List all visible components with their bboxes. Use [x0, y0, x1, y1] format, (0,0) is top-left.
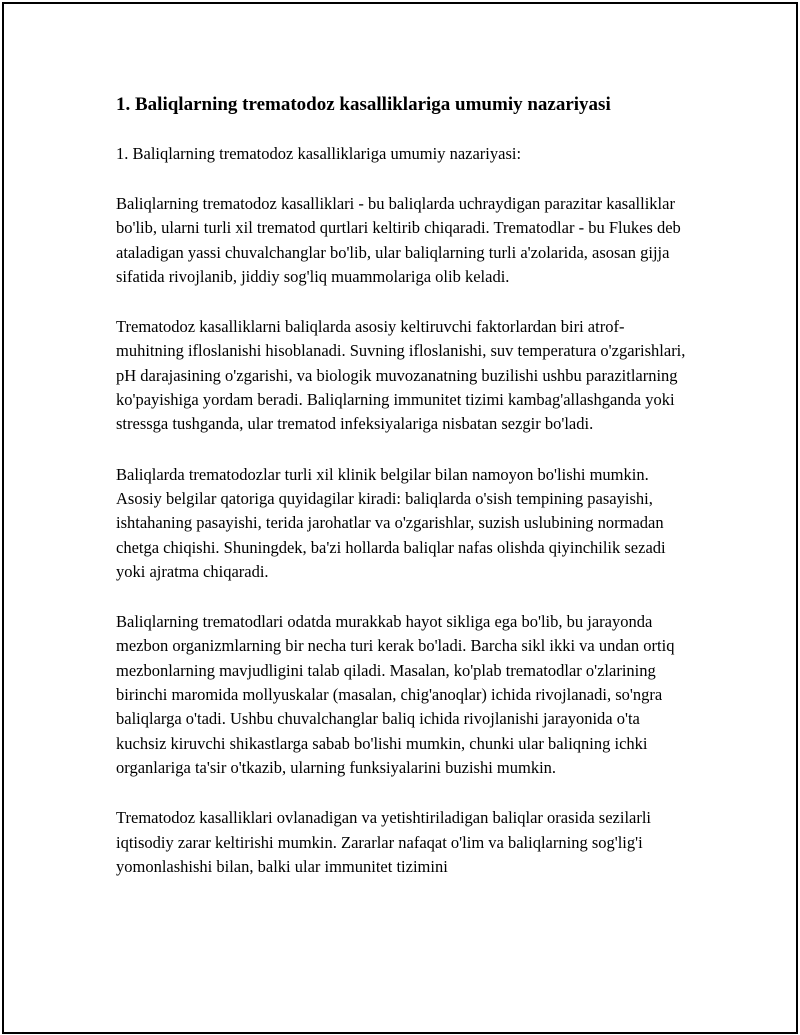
paragraph: Baliqlarda trematodozlar turli xil klinik belgilar bilan namoyon bo'lishi mumkin. Asosiy belgilar qatoriga quyidagilar kiradi: baliqlarda o'sish tempining pasayishi, ishtahaning pasayishi, terida jarohatlar va o'zgarishlar, suzish uslubining normadan chetga chiqishi. Shuningdek, ba'zi hollarda baliqlar nafas olishda qiyinchilik sezadi yoki ajratma chiqaradi. — [116, 464, 666, 581]
paragraph: Baliqlarning trematodlari odatda murakkab hayot sikliga ega bo'lib, bu jarayonda mezbon organizmlarning bir necha turi kerak bo'ladi. Barcha sikl ikki va undan ortiq mezbonlarning mavjudligini talab qiladi. Masalan, ko'plab trematodlar o'zlarining birinchi maromida mollyuskalar (masalan, chig'anoqlar) ichida rivojlanadi, so'ngra baliqlarga o'tadi. Ushbu chuvalchanglar baliq ichida rivojlanishi jarayonida o'ta kuchsiz kiruvchi shikastlarga sabab bo'lishi mumkin, chunki ular baliqning ichki organlariga ta'sir o'tkazib, ularning funksiyalarini buzishi mumkin. — [116, 612, 675, 777]
intro-line: 1. Baliqlarning trematodoz kasalliklariga umumiy nazariyasi: — [116, 144, 522, 163]
document-body — [116, 92, 688, 905]
document-title: 1. Baliqlarning trematodoz kasalliklariga umumiy nazariyasi — [116, 94, 611, 115]
paragraph: Baliqlarning trematodoz kasalliklari - bu baliqlarda uchraydigan parazitar kasalliklar bo'lib, ularni turli xil trematod qurtlari keltirib chiqaradi. Trematodlar - bu Flukes deb ataladigan yassi chuvalchanglar bo'lib, ular baliqlarning turli a'zolarida, asosan gijja sifatida rivojlanib, jiddiy sog'liq muammolariga olib keladi. — [116, 194, 681, 286]
paragraph: Trematodoz kasalliklarni baliqlarda asosiy keltiruvchi faktorlardan biri atrof-muhitning ifloslanishi hisoblanadi. Suvning ifloslanishi, suv temperatura o'zgarishlari, pH darajasining o'zgarishi, va biologik muvozanatning buzilishi ushbu parazitlarning ko'payishiga yordam beradi. Baliqlarning immunitet tizimi kambag'allashganda yoki stressga tushganda, ular trematod infeksiyalariga nisbatan sezgir bo'ladi. — [116, 317, 686, 434]
paragraph: Trematodoz kasalliklari ovlanadigan va yetishtiriladigan baliqlar orasida sezilarli iqtisodiy zarar keltirishi mumkin. Zararlar nafaqat o'lim va baliqlarning sog'lig'i yomonlashishi bilan, balki ular immunitet tizimini — [116, 808, 652, 876]
